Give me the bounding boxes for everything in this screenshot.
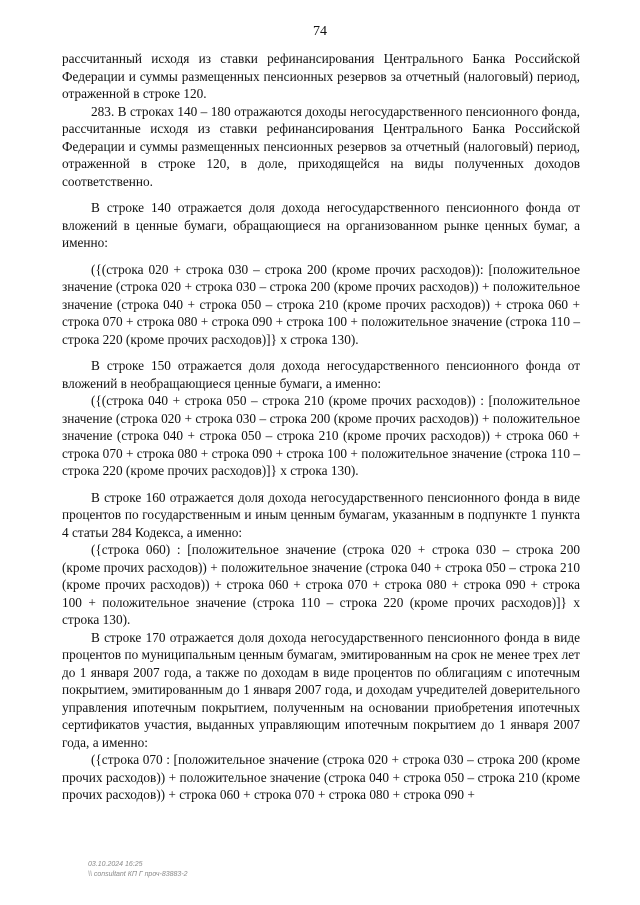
document-footer-stamp [88,860,188,880]
formula-line-160: ({строка 060) : [положительное значение (строка 020 + строка 030 – строка 200 (кроме прочих расходов)) + положительное значение (строка 040 + строка 050 – строка 210 (кроме прочих расходов)) + строка 060 + строка 070 + строка 080 + строка 090 + строка 100 + положительное значение (строка 110 – строка 220 (кроме прочих расходов)]} x строка 130). [62,542,580,627]
page-number: 74 [313,24,327,39]
footer-timestamp: 03.10.2024 16:25 [88,861,143,868]
paragraph-item-283: 283. В строках 140 – 180 отражаются доходы негосударственного пенсионного фонда, рассчитанные исходя из ставки рефинансирования Центрального Банка Российской Федерации и суммы размещенных пенсионных резервов за отчетный (налоговый) период, отраженной в строке 120, в доле, приходящейся на виды полученных доходов соответственно. [62,103,580,189]
paragraph-line-170: В строке 170 отражается доля дохода негосударственного пенсионного фонда в виде процентов по муниципальным ценным бумагам, эмитированным на срок не менее трех лет до 1 января 2007 года, а также по доходам в виде процентов по облигациям с ипотечным покрытием, эмитированным до 1 января 2007 года, и доходам учредителей доверительного управления ипотечным покрытием, полученным на основании приобретения ипотечных сертификатов участия, выданных управляющим ипотечным покрытием до 1 января 2007 года, а именно: [62,629,580,750]
formula-line-140: ({(строка 020 + строка 030 – строка 200 (кроме прочих расходов)): [положительное значение (строка 020 + строка 030 – строка 200 (кроме прочих расходов)) + положительное значение (строка 040 + строка 050 – строка 210 (кроме прочих расходов)) + строка 060 + строка 070 + строка 080 + строка 090 + строка 100 + положительное значение (строка 110 – строка 220 (кроме прочих расходов)]} x строка 130). [62,261,580,347]
paragraph-continuation: рассчитанный исходя из ставки рефинансирования Центрального Банка Российской Федерации и суммы размещенных пенсионных резервов за отчетный (налоговый) период, отраженной в строке 120. [62,51,580,101]
formula-line-150: ({(строка 040 + строка 050 – строка 210 (кроме прочих расходов)) : [положительное значение (строка 020 + строка 030 – строка 200 (кроме прочих расходов)) + положительное значение (строка 040 + строка 050 – строка 210 (кроме прочих расходов)) + строка 060 + строка 070 + строка 080 + строка 090 + строка 100 + положительное значение (строка 110 – строка 220 (кроме прочих расходов)]} x строка 130). [62,393,580,478]
footer-reference: \\ consultant КП Г проч-83883-2 [88,871,188,878]
formula-line-170: ({строка 070 : [положительное значение (строка 020 + строка 030 – строка 200 (кроме прочих расходов)) + положительное значение (строка 040 + строка 050 – строка 210 (кроме прочих расходов)) + строка 060 + строка 070 + строка 080 + строка 090 + [62,752,580,802]
paragraph-line-160: В строке 160 отражается доля дохода негосударственного пенсионного фонда в виде процентов по государственным и иным ценным бумагам, указанным в подпункте 1 пункта 4 статьи 284 Кодекса, а именно: [62,489,580,540]
document-body [62,50,580,804]
paragraph-line-140: В строке 140 отражается доля дохода негосударственного пенсионного фонда от вложений в ценные бумаги, обращающиеся на организованном рынке ценных бумаг, а именно: [62,200,580,250]
paragraph-line-150: В строке 150 отражается доля дохода негосударственного пенсионного фонда от вложений в необращающиеся ценные бумаги, а именно: [62,358,580,391]
